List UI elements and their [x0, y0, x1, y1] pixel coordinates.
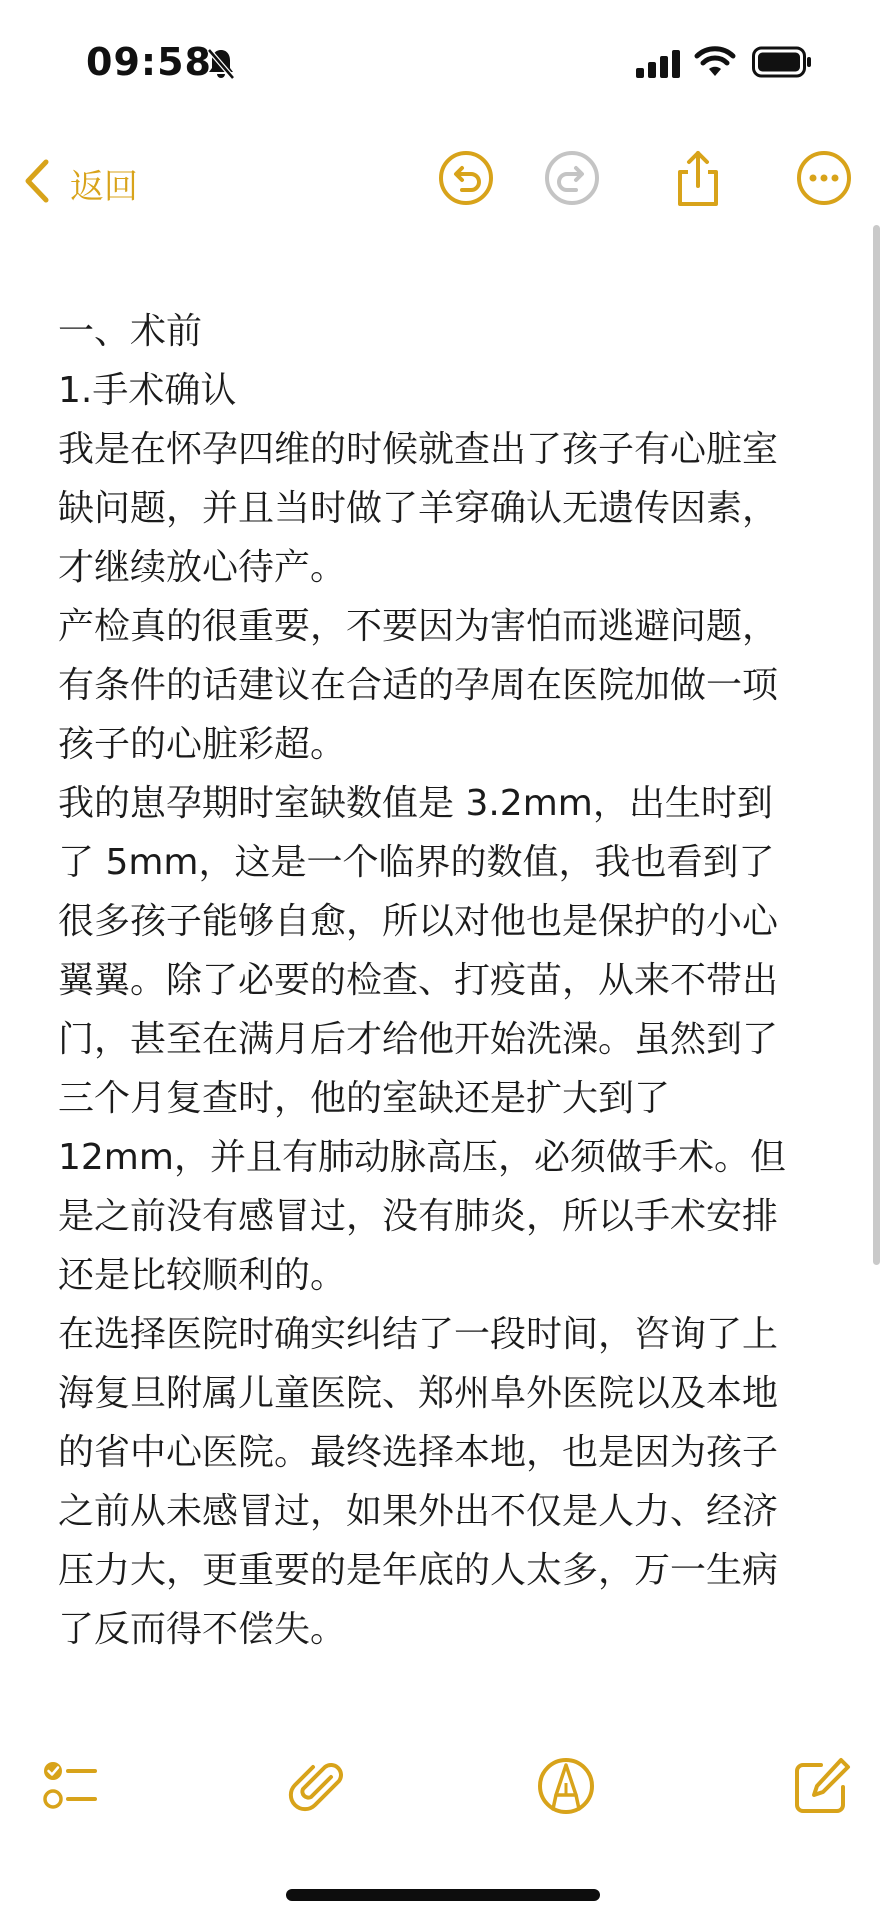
note-line: 孩子的心脏彩超。: [58, 724, 347, 765]
home-indicator[interactable]: [286, 1889, 600, 1901]
checklist-button[interactable]: [32, 1750, 108, 1826]
chevron-left-icon: [18, 154, 54, 212]
status-bar: [0, 0, 886, 130]
battery-icon: [752, 46, 812, 78]
note-line: 三个月复查时，他的室缺还是扩大到了: [58, 1078, 671, 1119]
note-line: 之前从未感冒过，如果外出不仅是人力、经济: [58, 1491, 779, 1532]
undo-button[interactable]: [428, 142, 504, 218]
note-line: 我是在怀孕四维的时候就查出了孩子有心脏室: [58, 429, 779, 470]
note-body[interactable]: [58, 302, 838, 1659]
note-line: 了 5mm，这是一个临界的数值，我也看到了: [58, 842, 775, 883]
note-line: 才继续放心待产。: [58, 547, 347, 588]
checklist-icon: [39, 1755, 101, 1821]
bell-slash-icon: [206, 47, 236, 81]
cellular-signal-icon: [636, 50, 682, 78]
redo-icon: [542, 148, 602, 212]
note-line: 压力大，更重要的是年底的人太多，万一生病: [58, 1550, 779, 1591]
paperclip-icon: [287, 1755, 349, 1821]
note-line: 翼翼。除了必要的检查、打疫苗，从来不带出: [58, 960, 779, 1001]
navigation-bar: [0, 130, 886, 240]
note-line: 缺问题，并且当时做了羊穿确认无遗传因素，: [58, 488, 779, 529]
undo-icon: [436, 148, 496, 212]
note-line: 有条件的话建议在合适的孕周在医院加做一项: [58, 665, 779, 706]
compose-button[interactable]: [784, 1750, 860, 1826]
attachment-button[interactable]: [280, 1750, 356, 1826]
note-line: 在选择医院时确实纠结了一段时间，咨询了上: [58, 1314, 779, 1355]
note-line: 12mm，并且有肺动脉高压，必须做手术。但: [58, 1137, 786, 1178]
wifi-icon: [694, 46, 736, 78]
note-subheading: 1.手术确认: [58, 370, 237, 411]
note-line: 很多孩子能够自愈，所以对他也是保护的小心: [58, 901, 779, 942]
more-button[interactable]: [786, 142, 862, 218]
note-line: 产检真的很重要，不要因为害怕而逃避问题，: [58, 606, 779, 647]
note-heading: 一、术前: [58, 311, 203, 352]
note-line: 的省中心医院。最终选择本地，也是因为孩子: [58, 1432, 779, 1473]
scrollbar[interactable]: [873, 225, 880, 1265]
redo-button[interactable]: [534, 142, 610, 218]
share-icon: [668, 148, 728, 212]
back-button[interactable]: [18, 148, 138, 218]
note-line: 是之前没有感冒过，没有肺炎，所以手术安排: [58, 1196, 779, 1237]
note-line: 门，甚至在满月后才给他开始洗澡。虽然到了: [58, 1019, 779, 1060]
bottom-toolbar: [0, 1750, 886, 1850]
compose-icon: [791, 1755, 853, 1821]
more-icon: [794, 148, 854, 212]
markup-button[interactable]: [528, 1750, 604, 1826]
back-label: 返回: [70, 166, 138, 207]
note-line: 还是比较顺利的。: [58, 1255, 347, 1296]
note-line: 了反而得不偿失。: [58, 1609, 347, 1650]
note-line: 我的崽孕期时室缺数值是 3.2mm，出生时到: [58, 783, 773, 824]
status-time: 09:58: [86, 40, 212, 84]
markup-pen-icon: [535, 1755, 597, 1821]
share-button[interactable]: [660, 142, 736, 218]
note-line: 海复旦附属儿童医院、郑州阜外医院以及本地: [58, 1373, 779, 1414]
